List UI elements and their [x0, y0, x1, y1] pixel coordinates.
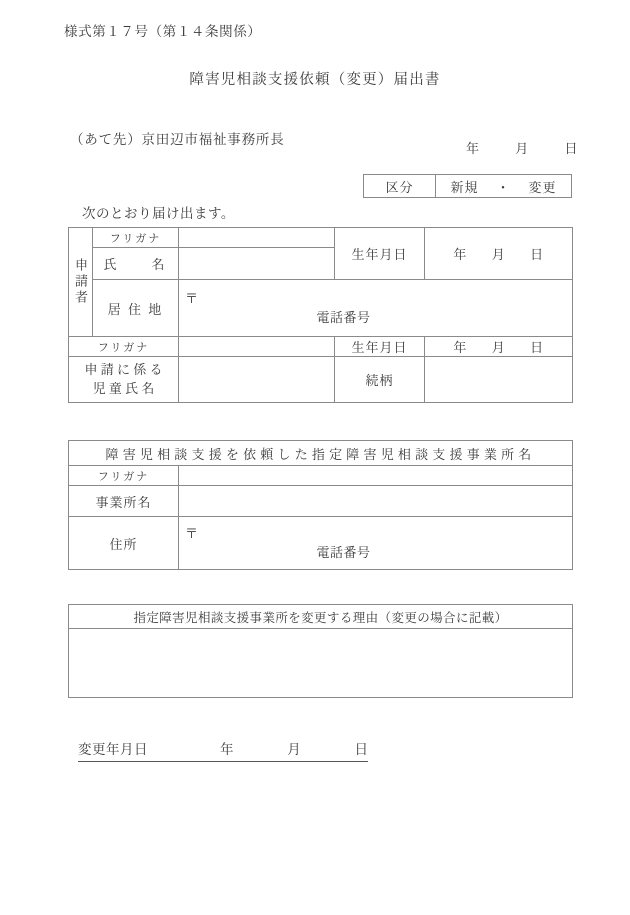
table-row [69, 280, 573, 337]
applicant-name-value[interactable] [179, 248, 335, 280]
reason-table-body[interactable] [69, 629, 573, 698]
change-date-fields [148, 738, 368, 758]
child-birth-month: 月 [491, 340, 506, 355]
submission-date-month: 月 [515, 141, 529, 156]
applicant-residence-label: 居 住 地 [93, 280, 179, 337]
kubun-box [363, 174, 572, 198]
intro-text: 次のとおり届け出ます。 [82, 206, 235, 221]
table-row [69, 486, 573, 517]
applicant-residence-value[interactable] [179, 280, 573, 337]
submission-date-year: 年 [466, 141, 480, 156]
applicant-residence-inner [179, 285, 572, 331]
table-row [69, 228, 573, 248]
office-table [68, 440, 573, 570]
child-name-value[interactable] [179, 357, 335, 403]
kubun-option-change[interactable]: 変更 [528, 179, 557, 195]
applicant-phone-label: 電話番号 [316, 310, 371, 325]
applicant-birthdate-fields [425, 244, 572, 263]
kubun-option-new[interactable]: 新規 [450, 179, 479, 195]
submission-date-day: 日 [564, 141, 578, 156]
applicant-side-label: 申請者 [73, 258, 88, 306]
table-row [69, 337, 573, 357]
applicant-birth-month: 月 [491, 247, 506, 262]
applicant-birth-day: 日 [530, 247, 544, 262]
reason-table-header: 指定障害児相談支援事業所を変更する理由（変更の場合に記載） [69, 605, 573, 629]
office-postal-mark: 〒 [185, 526, 199, 541]
applicant-birth-year: 年 [453, 247, 467, 262]
child-birthdate-value[interactable] [425, 337, 573, 357]
child-relation-value[interactable] [425, 357, 573, 403]
child-name-label [69, 357, 179, 403]
child-birth-year: 年 [453, 340, 467, 355]
page-title: 障害児相談支援依頼（変更）届出書 [189, 72, 441, 88]
applicant-birthdate-label: 生年月日 [335, 228, 425, 280]
change-date-year: 年 [220, 742, 234, 757]
change-date-line[interactable] [78, 738, 368, 762]
office-furigana-value[interactable] [179, 466, 573, 486]
table-row [69, 466, 573, 486]
child-birthdate-fields [425, 337, 572, 356]
kubun-separator: ・ [496, 179, 511, 195]
applicant-child-table [68, 227, 573, 403]
table-row [69, 605, 573, 629]
form-number: 様式第１７号（第１４条関係） [64, 24, 262, 39]
reason-table [68, 604, 573, 698]
applicant-side-label-cell [69, 228, 93, 337]
applicant-birthdate-value[interactable] [425, 228, 573, 280]
child-birthdate-label: 生年月日 [335, 337, 425, 357]
kubun-options[interactable] [436, 175, 571, 197]
kubun-label: 区分 [364, 175, 436, 197]
office-address-label: 住所 [69, 517, 179, 570]
change-date-day: 日 [354, 742, 368, 757]
child-furigana-value[interactable] [179, 337, 335, 357]
child-name-label-line1: 申 請 に 係 る [84, 361, 163, 377]
table-row [69, 357, 573, 403]
submission-date-line [466, 138, 578, 157]
child-relation-label: 続柄 [335, 357, 425, 403]
addressee-line: （あて先）京田辺市福祉事務所長 [70, 132, 285, 147]
office-table-header: 障害児相談支援を依頼した指定障害児相談支援事業所名 [69, 441, 573, 466]
office-address-value[interactable] [179, 517, 573, 570]
table-row [69, 517, 573, 570]
table-row [69, 441, 573, 466]
office-name-label: 事業所名 [69, 486, 179, 517]
change-date-month: 月 [287, 742, 301, 757]
applicant-furigana-label: フリガナ [93, 228, 179, 248]
applicant-postal-mark: 〒 [185, 291, 199, 306]
office-address-inner [179, 520, 572, 566]
applicant-name-label: 氏 名 [93, 248, 179, 280]
child-birth-day: 日 [530, 340, 544, 355]
table-row [69, 629, 573, 698]
change-date-label: 変更年月日 [78, 742, 148, 757]
office-name-value[interactable] [179, 486, 573, 517]
office-phone-label: 電話番号 [316, 545, 371, 560]
applicant-furigana-value[interactable] [179, 228, 335, 248]
child-furigana-label: フリガナ [69, 337, 179, 357]
office-furigana-label: フリガナ [69, 466, 179, 486]
child-name-label-line2: 児 童 氏 名 [92, 380, 155, 396]
